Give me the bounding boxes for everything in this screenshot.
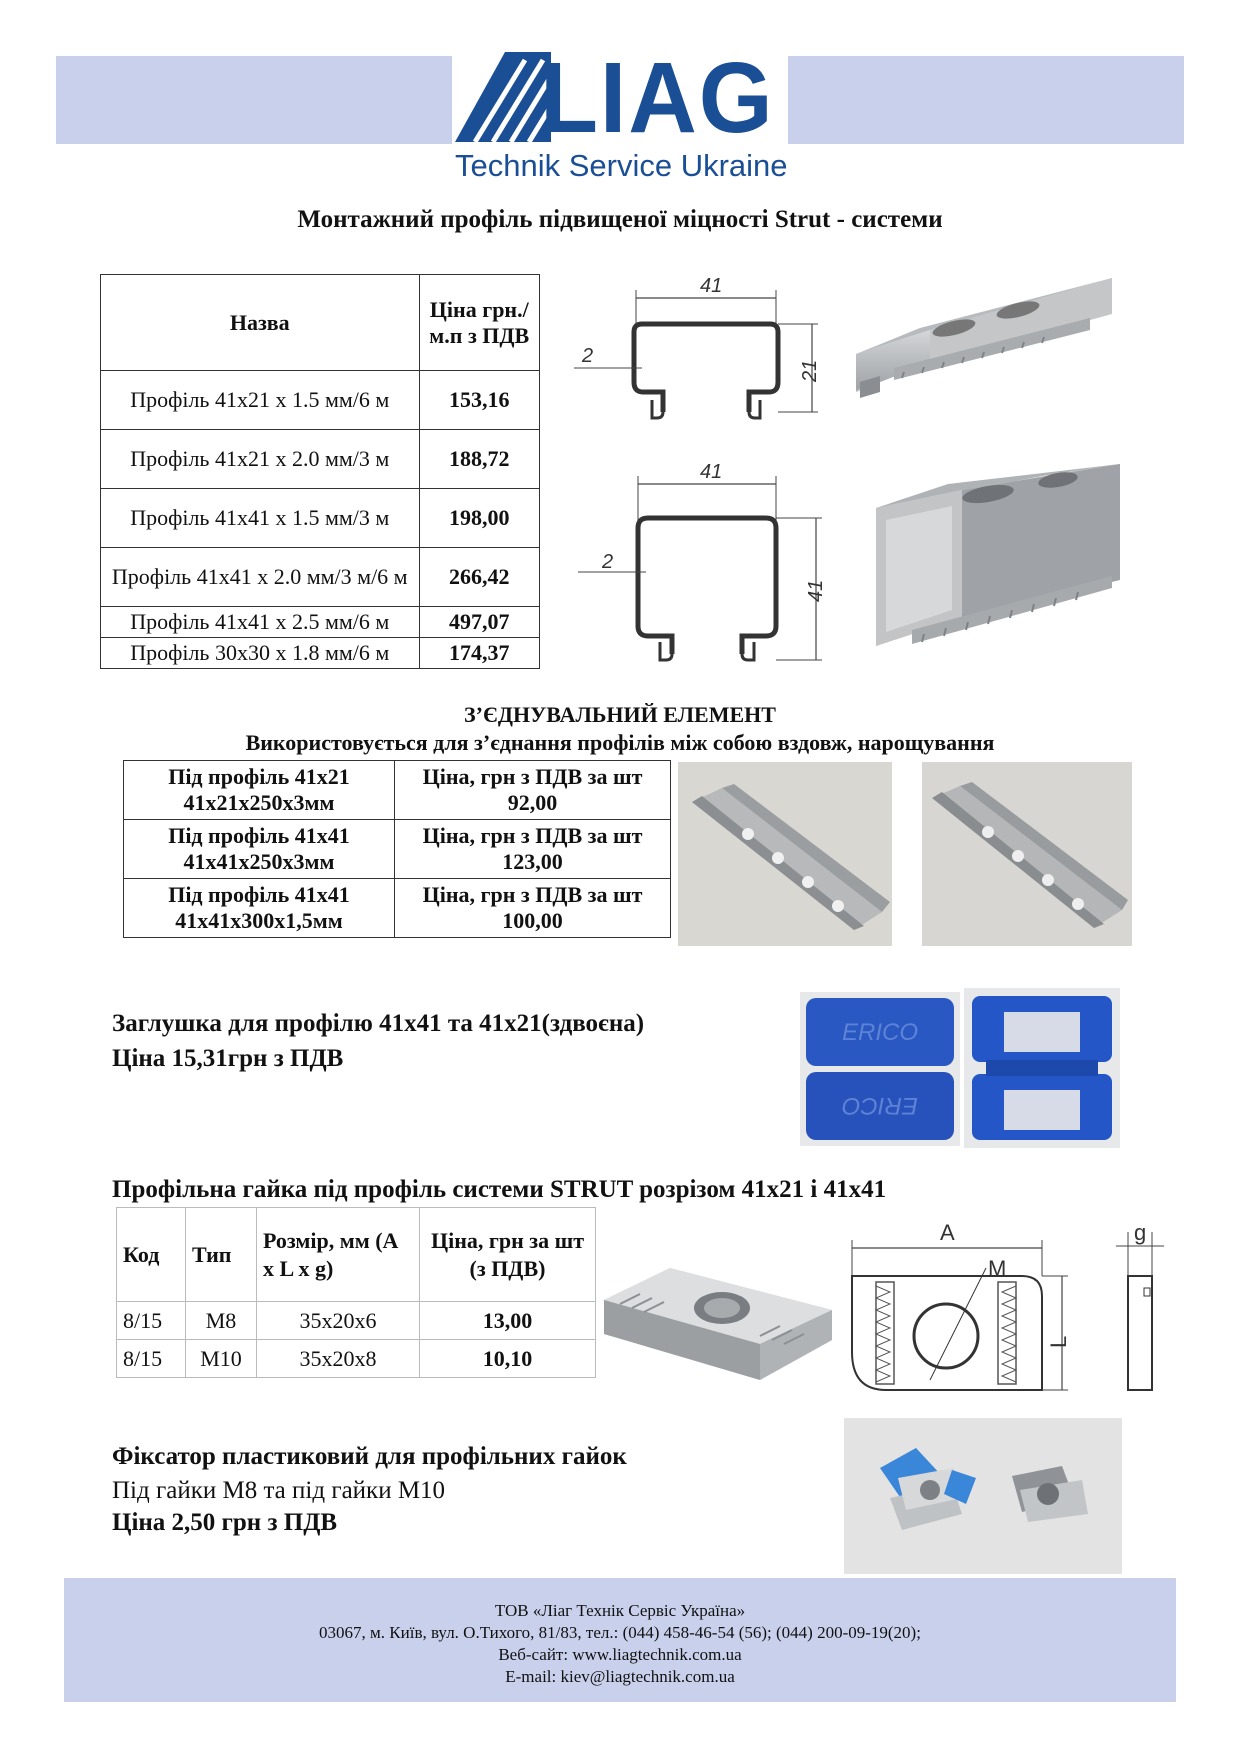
col-header-code: Код (117, 1208, 186, 1302)
page-title: Монтажний профіль підвищеної міцності Strut - системи (297, 206, 943, 233)
dim-height-label: 41 (805, 579, 827, 602)
profile-price: 198,00 (419, 489, 539, 548)
nut-drawing (846, 1212, 1176, 1412)
connector-cell-price (395, 879, 671, 938)
table-row (101, 430, 540, 489)
profile-name: Профіль 41х41 х 1.5 мм/3 м (101, 489, 420, 548)
footer-web: Веб-сайт: www.liagtechnik.com.ua (498, 1645, 742, 1664)
table-row (101, 371, 540, 430)
nut-price: 13,00 (420, 1302, 596, 1340)
cap-photo-back (964, 988, 1120, 1148)
connector-size: 41х41х250х3мм (183, 849, 335, 874)
profile-price-table (100, 274, 540, 669)
table-row (101, 638, 540, 669)
nut-code: 8/15 (117, 1302, 186, 1340)
connector-price-label: Ціна, грн з ПДВ за шт (422, 882, 643, 907)
clip-price: Ціна 2,50 грн з ПДВ (112, 1509, 338, 1536)
cap-brand-top: ERICO (841, 1019, 919, 1046)
table-row (101, 489, 540, 548)
col-header-size: Розмір, мм (A x L x g) (257, 1208, 420, 1302)
nut-size: 35x20x8 (257, 1340, 420, 1378)
col-header-type: Тип (186, 1208, 257, 1302)
connector-profile: Під профіль 41х41 (168, 823, 350, 848)
table-row (101, 548, 540, 607)
profile-41x41-drawing (568, 456, 832, 670)
connector-size: 41х21х250х3мм (183, 790, 335, 815)
table-row (117, 1302, 596, 1340)
profile-name: Профіль 41х41 х 2.0 мм/3 м/6 м (101, 548, 420, 607)
connector-price: 123,00 (502, 849, 563, 874)
profile-price: 188,72 (419, 430, 539, 489)
connector-price-label: Ціна, грн з ПДВ за шт (422, 764, 643, 789)
connector-cell-price (395, 761, 671, 820)
profile-41x41-image (872, 460, 1124, 670)
connector-heading: З’ЄДНУВАЛЬНИЙ ЕЛЕМЕНТ (464, 702, 776, 727)
nut-type: M10 (186, 1340, 257, 1378)
profile-price: 266,42 (419, 548, 539, 607)
nut-title: Профільна гайка під профіль системи STRUT розрізом 41х21 і 41х41 (112, 1176, 887, 1203)
table-row (124, 820, 671, 879)
profile-price: 497,07 (419, 607, 539, 638)
connector-price-label: Ціна, грн з ПДВ за шт (422, 823, 643, 848)
logo-subtitle: Technik Service Ukraine (455, 148, 788, 183)
nut-table (116, 1207, 596, 1378)
nut-code: 8/15 (117, 1340, 186, 1378)
col-header-price: Ціна грн./м.п з ПДВ (419, 275, 539, 371)
dim-a-label: A (940, 1220, 955, 1245)
col-header-price: Ціна, грн за шт (з ПДВ) (420, 1208, 596, 1302)
dim-height-label: 21 (799, 359, 821, 382)
clip-title: Фіксатор пластиковий для профільних гайок (112, 1443, 627, 1470)
dim-l-label: L (1046, 1335, 1071, 1348)
profile-price: 153,16 (419, 371, 539, 430)
connector-size: 41х41х300х1,5мм (175, 908, 343, 933)
cap-price: Ціна 15,31грн з ПДВ (112, 1045, 344, 1072)
profile-name: Профіль 30х30 х 1.8 мм/6 м (101, 638, 420, 669)
cap-brand-bottom: ERICO (841, 1092, 919, 1119)
table-row (117, 1340, 596, 1378)
profile-name: Профіль 41х41 х 2.5 мм/6 м (101, 607, 420, 638)
connector-cell-price (395, 820, 671, 879)
connector-photo-1 (678, 762, 892, 946)
connector-subheading: Використовується для з’єднання профілів між собою вздовж, нарощування (245, 730, 995, 755)
footer-email: E-mail: kiev@liagtechnik.com.ua (505, 1667, 735, 1686)
footer-address: 03067, м. Київ, вул. О.Тихого, 81/83, тел.: (044) 458-46-54 (56); (044) 200-09-19(20); (319, 1623, 921, 1642)
connector-table (123, 760, 671, 938)
nut-photo (600, 1260, 836, 1386)
clip-subtitle: Під гайки М8 та під гайки М10 (112, 1477, 446, 1504)
logo-text: LIAG (540, 42, 775, 154)
connector-profile: Під профіль 41х21 (168, 764, 350, 789)
dim-m-label: M (988, 1256, 1007, 1281)
nut-price: 10,10 (420, 1340, 596, 1378)
table-row (124, 761, 671, 820)
footer-company: ТОВ «Ліаг Технік Сервіс Україна» (494, 1601, 746, 1620)
dim-width-label: 41 (700, 275, 723, 297)
profile-41x21-drawing (568, 272, 832, 430)
nut-type: M8 (186, 1302, 257, 1340)
logo-stripes-icon (455, 52, 551, 142)
connector-cell-profile (124, 879, 395, 938)
connector-price: 100,00 (502, 908, 563, 933)
connector-profile: Під профіль 41х41 (168, 882, 350, 907)
dim-thickness-label: 2 (602, 551, 614, 573)
profile-price: 174,37 (419, 638, 539, 669)
profile-41x21-image (850, 272, 1120, 432)
table-row (101, 607, 540, 638)
connector-price: 92,00 (507, 790, 558, 815)
connector-cell-profile (124, 820, 395, 879)
cap-title: Заглушка для профілю 41х41 та 41х21(здвоєна) (112, 1010, 645, 1037)
dim-g-label: g (1134, 1220, 1147, 1245)
connector-photo-2 (922, 762, 1132, 946)
nut-size: 35x20x6 (257, 1302, 420, 1340)
cap-photo-front (800, 992, 960, 1146)
profile-name: Профіль 41х21 х 2.0 мм/3 м (101, 430, 420, 489)
clip-photo (844, 1418, 1122, 1574)
footer (64, 1578, 1176, 1702)
dim-width-label: 41 (700, 461, 723, 483)
connector-cell-profile (124, 761, 395, 820)
dim-thickness-label: 2 (582, 345, 594, 367)
col-header-name: Назва (101, 275, 420, 371)
table-row (124, 879, 671, 938)
profile-name: Профіль 41х21 х 1.5 мм/6 м (101, 371, 420, 430)
